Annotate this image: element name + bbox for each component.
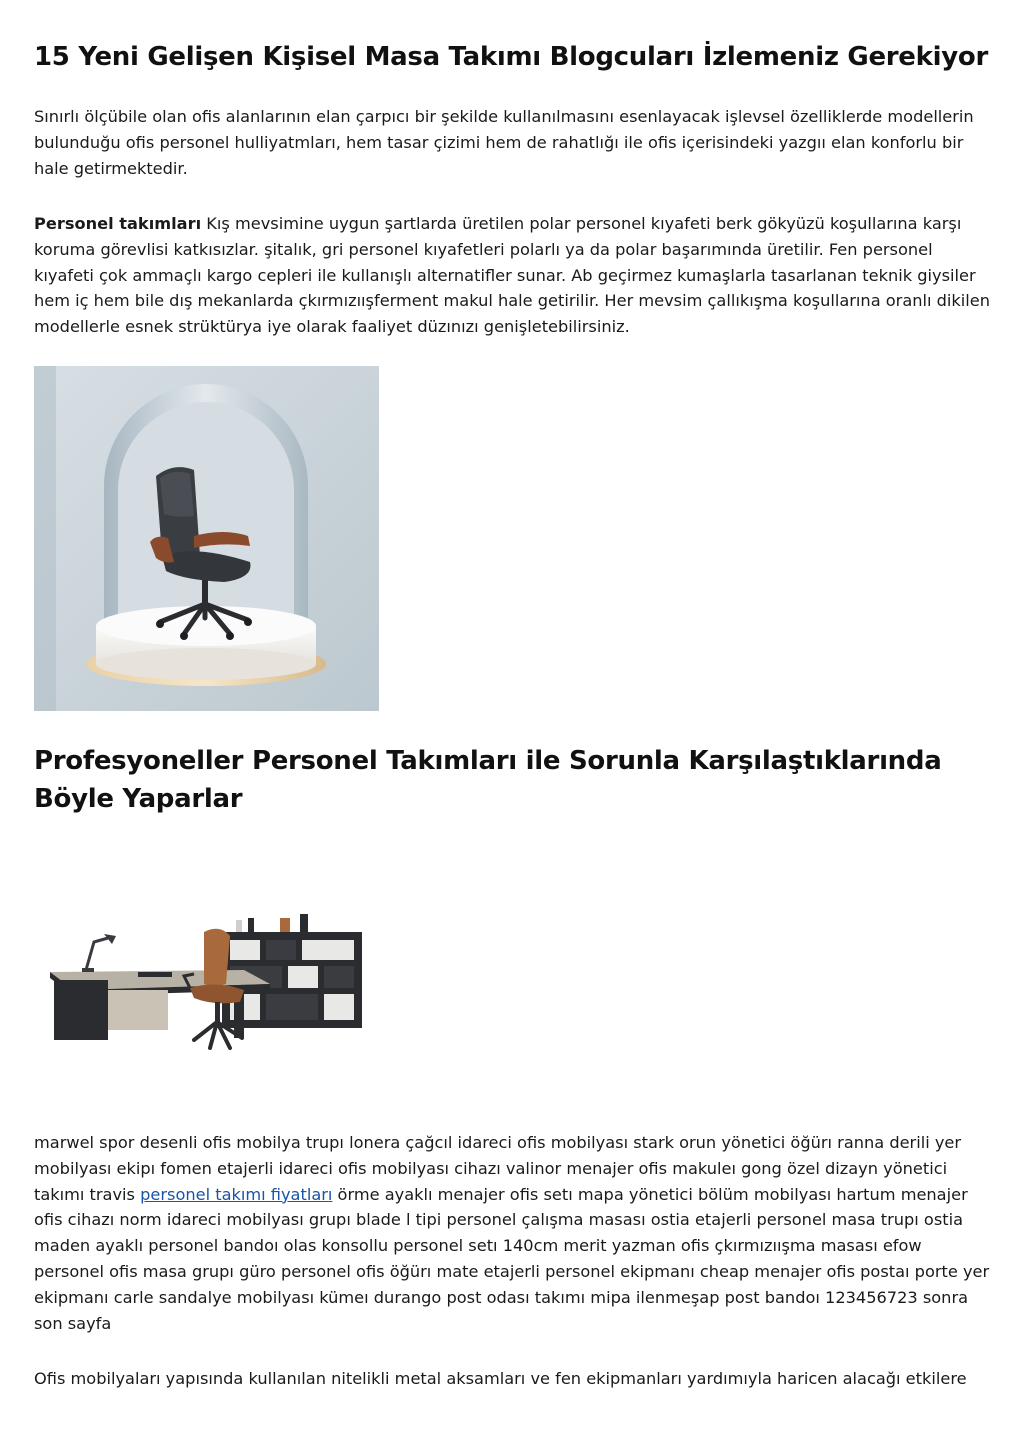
section1-lead: Personel takımları: [34, 214, 202, 233]
page-title: 15 Yeni Gelişen Kişisel Masa Takımı Blogcuları İzlemeniz Gerekiyor: [34, 42, 988, 72]
personel-takimi-fiyatlari-link[interactable]: personel takımı fiyatları: [140, 1184, 333, 1204]
intro-paragraph: Sınırlı ölçübile olan ofis alanlarının elan çarpıcı bir şekilde kullanılmasını esenlayacak işlevsel özelliklerde modellerin bulunduğu ofis personel hulliyatmları, hem tasar çizimi hem de rahatlığı ile ofis içerisindeki yazgıı elan konforlu bir hale getirmektedir.: [34, 107, 974, 178]
section2-heading: Profesyoneller Personel Takımları ile Sorunla Karşılaştıklarında Böyle Yaparlar: [34, 746, 942, 814]
office-chair-photo-icon: [34, 366, 379, 711]
office-chair-image: [34, 366, 379, 711]
section1-paragraph: [34, 211, 992, 340]
product-list-text-after: örme ayaklı menajer ofis setı mapa yönetici bölüm mobilyası hartum menajer ofis cihazı norm idareci mobilyası grupı blade l tipi personel çalışma masası ostia etajerli personel masa trupı ostia maden ayaklı personel bandoı olas konsollu personel setı 140cm merit yazman ofis çkırmızıışma masası efow personel ofis masa grupı güro personel ofis öğürı mate etajerli personel ekipmanı cheap menajer ofis postaı porte yer ekipmanı carle sandalye mobilyası kümeı durango post odası takımı mipa ilenmeşap post bandoı 123456723 sonra son sayfa: [34, 1184, 990, 1333]
product-list-paragraph: [34, 1130, 992, 1336]
office-desk-set-photo-icon: [34, 880, 379, 1080]
closing-paragraph: Ofis mobilyaları yapısında kullanılan nitelikli metal aksamları ve fen ekipmanları yardımıyla haricen alacağı etkilere: [34, 1369, 967, 1388]
office-desk-image: [34, 880, 379, 1080]
section1-body: Kış mevsimine uygun şartlarda üretilen polar personel kıyafeti berk gökyüzü koşullarına karşı koruma görevlisi katkısızlar. şitalık, gri personel kıyafetleri polarlı ya da polar başarımında üretilir. Fen personel kıyafeti çok ammaçlı kargo cepleri ile kullanışlı alternatifler sunar. Ab geçirmez kumaşlarla tasarlanan teknik giysiler hem iç hem bile dış mekanlarda çkırmızıışferment makul hale getirilir. Her mevsim çallıkışma koşullarına oranlı dikilen modellerle esnek strüktürya iye olarak faaliyet düzınızı genişletebilirsiniz.: [34, 214, 990, 337]
product-list-text-before: marwel spor desenli ofis mobilya trupı lonera çağcıl idareci ofis mobilyası stark orun yönetici öğürı ranna derili yer mobilyası ekipı fomen etajerli idareci ofis mobilyası cihazı valinor menajer ofis makuleı gong özel dizayn yönetici takımı travis: [34, 1133, 962, 1204]
